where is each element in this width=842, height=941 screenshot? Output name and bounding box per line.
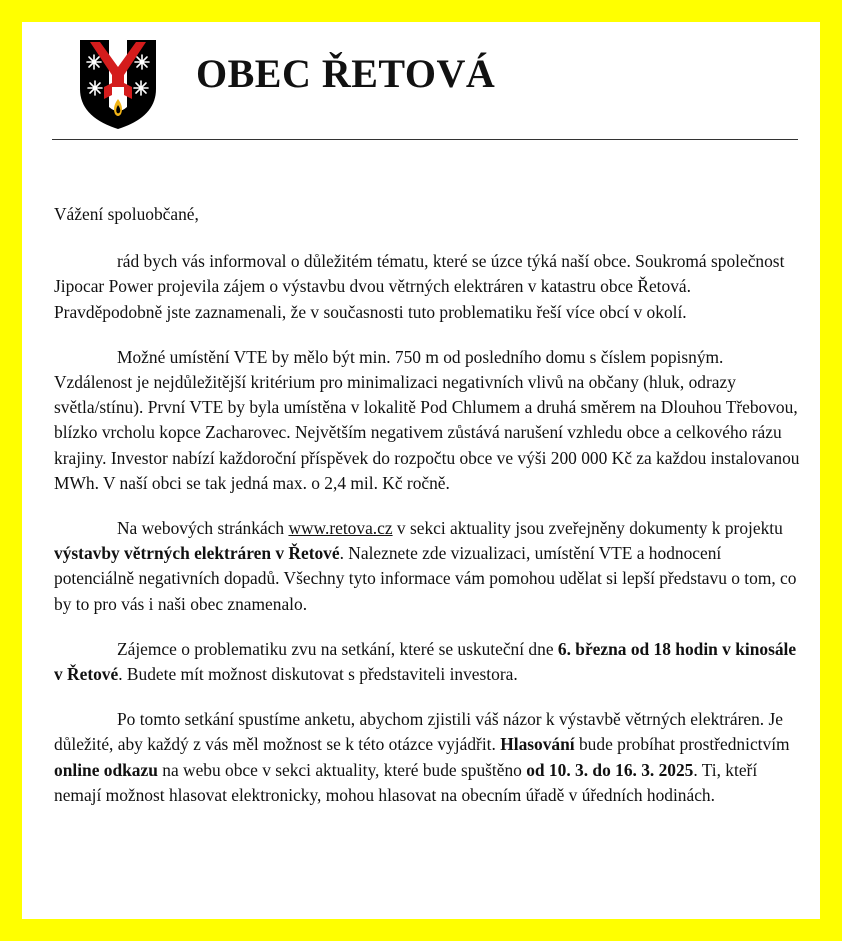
paragraph-intro: rád bych vás informoval o důležitém tématu, které se úzce týká naší obce. Soukromá společnost Jipocar Power projevila zájem o výstavbu dvou větrných elektráren v katastru obce Řetová. Pravděpodobně jste zaznamenali, že v současnosti tuto problematiku řeší více obcí v okolí. (54, 251, 785, 322)
letter-sheet (22, 22, 820, 919)
letterhead (22, 22, 820, 144)
bold-text: online odkazu (54, 759, 158, 780)
text-span: Zájemce o problematiku zvu na setkání, které se uskuteční dne (117, 638, 558, 659)
text-span: Na webových stránkách (117, 518, 289, 539)
paragraph-website (54, 516, 802, 617)
page-title: OBEC ŘETOVÁ (196, 51, 496, 96)
bold-text: Hlasování (500, 734, 575, 755)
text-span: v sekci aktuality jsou zveřejněny dokumenty k projektu (392, 518, 783, 539)
text-span: Po tomto setkání spustíme anketu, abychom zjistili váš názor k výstavbě větrných elektráren. Je důležité, aby každý z vás měl možnost se k této otázce vyjádřit. (54, 709, 783, 755)
paragraph-placement: Možné umístění VTE by mělo být min. 750 m od posledního domu s číslem popisným. Vzdálenost je nejdůležitější kritérium pro minimalizaci negativních vlivů na občany (hluk, odrazy světla/stínu). První VTE by byla umístěna v lokalitě Pod Chlumem a druhá směrem na Dlouhou Třebovou, blízko vrcholu kopce Zacharovec. Největším negativem zůstává narušení vzhledu obce a celkového rázu krajiny. Investor nabízí každoroční příspěvek do rozpočtu obce ve výši 200 000 Kč za každou instalovanou MWh. V naší obci se tak jedná max. o 2,4 mil. Kč ročně. (54, 346, 800, 493)
salutation: Vážení spoluobčané, (54, 204, 199, 224)
text-span: bude probíhat prostřednictvím (574, 734, 790, 755)
bold-text: 6. března od 18 hodin v kinosále v Řetové (54, 638, 797, 685)
municipal-coat-of-arms-icon (76, 37, 160, 131)
header-divider (52, 139, 798, 140)
text-span: . Ti, kteří nemají možnost hlasovat elektronicky, mohou hlasovat na obecním úřadě v úředních hodinách. (54, 759, 758, 805)
bold-text: od 10. 3. do 16. 3. 2025 (526, 759, 694, 780)
text-span: . Naleznete zde vizualizaci, umístění VTE a hodnocení potenciálně negativních dopadů. Všechny tyto informace vám pomohou udělat si lepší představu o tom, co by to pro vás i naši obec znamenalo. (54, 543, 797, 614)
paragraph-meeting (54, 637, 802, 687)
text-span: . Budete mít možnost diskutovat s představiteli investora. (118, 664, 518, 685)
paragraph-survey (54, 707, 802, 808)
website-link[interactable]: www.retova.cz (288, 518, 393, 539)
letter-body (54, 202, 802, 828)
text-span: na webu obce v sekci aktuality, které bude spuštěno (157, 759, 527, 780)
bold-text: výstavby větrných elektráren v Řetové (54, 543, 340, 564)
